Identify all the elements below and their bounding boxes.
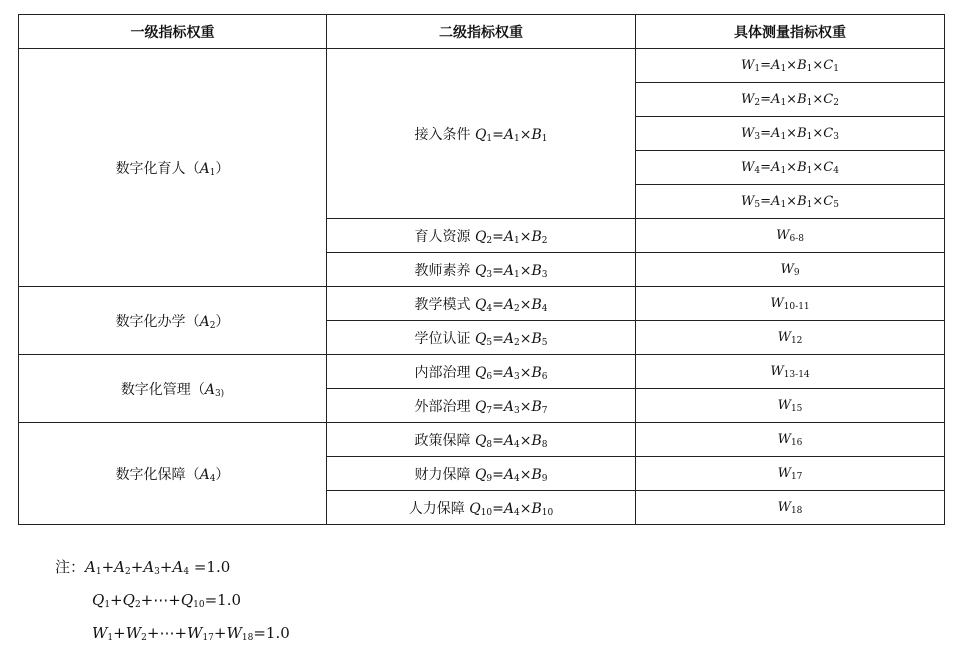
table-row xyxy=(19,423,945,457)
header-level3: 具体测量指标权重 xyxy=(636,15,945,49)
level3-cell-9: $W_{12}$ xyxy=(636,321,945,355)
note-line-a: 注：$A_1+A_2+A_3+A_4 =1.0$ xyxy=(55,558,231,577)
level2-cell-10: 人力保障 $Q_{10}=A_4\times B_{10}$ xyxy=(327,491,636,525)
level2-cell-4: 教学模式 $Q_4=A_2\times B_4$ xyxy=(327,287,636,321)
level2-cell-2: 育人资源 $Q_2=A_1\times B_2$ xyxy=(327,219,636,253)
level3-cell-12: $W_{16}$ xyxy=(636,423,945,457)
level3-cell-6: $W_{6-8}$ xyxy=(636,219,945,253)
level2-cell-8: 政策保障 $Q_8=A_4\times B_8$ xyxy=(327,423,636,457)
level3-cell-5: $W_5=A_1\times B_1\times C_5$ xyxy=(636,185,945,219)
level2-cell-7: 外部治理 $Q_7=A_3\times B_7$ xyxy=(327,389,636,423)
header-level1: 一级指标权重 xyxy=(19,15,327,49)
level3-cell-1: $W_1=A_1\times B_1\times C_1$ xyxy=(636,49,945,83)
level1-cell-3: 数字化管理（$A_{3)}$ xyxy=(19,355,327,423)
level3-cell-8: $W_{10-11}$ xyxy=(636,287,945,321)
level2-cell-9: 财力保障 $Q_9=A_4\times B_9$ xyxy=(327,457,636,491)
level1-cell-4: 数字化保障$(A_4)$ xyxy=(19,423,327,525)
note-label: 注： xyxy=(55,558,86,576)
level2-cell-3: 教师素养 $Q_3=A_1\times B_3$ xyxy=(327,253,636,287)
level3-cell-4: $W_4=A_1\times B_1\times C_4$ xyxy=(636,151,945,185)
note-line-q: $Q_1+Q_2+\cdots+Q_{10}=1.0$ xyxy=(92,591,242,610)
table-header-row xyxy=(19,15,945,49)
level3-cell-13: $W_{17}$ xyxy=(636,457,945,491)
weight-table xyxy=(18,14,945,525)
level3-cell-3: $W_3=A_1\times B_1\times C_3$ xyxy=(636,117,945,151)
notes xyxy=(55,551,290,650)
table-row xyxy=(19,49,945,83)
level3-cell-14: $W_{18}$ xyxy=(636,491,945,525)
level2-cell-1: 接入条件 $Q_1=A_1\times B_1$ xyxy=(327,49,636,219)
table-row xyxy=(19,287,945,321)
header-level2: 二级指标权重 xyxy=(327,15,636,49)
level3-cell-11: $W_{15}$ xyxy=(636,389,945,423)
level1-cell-1: 数字化育人$(A_1)$ xyxy=(19,49,327,287)
level2-cell-5: 学位认证 $Q_5=A_2\times B_5$ xyxy=(327,321,636,355)
table-row xyxy=(19,355,945,389)
level3-cell-2: $W_2=A_1\times B_1\times C_2$ xyxy=(636,83,945,117)
level1-cell-2: 数字化办学$(A_2)$ xyxy=(19,287,327,355)
level2-cell-6: 内部治理 $Q_6=A_3\times B_6$ xyxy=(327,355,636,389)
level3-cell-7: $W_9$ xyxy=(636,253,945,287)
level3-cell-10: $W_{13-14}$ xyxy=(636,355,945,389)
note-line-w: $W_1+W_2+\cdots+W_{17}+W_{18}=1.0$ xyxy=(92,624,290,643)
